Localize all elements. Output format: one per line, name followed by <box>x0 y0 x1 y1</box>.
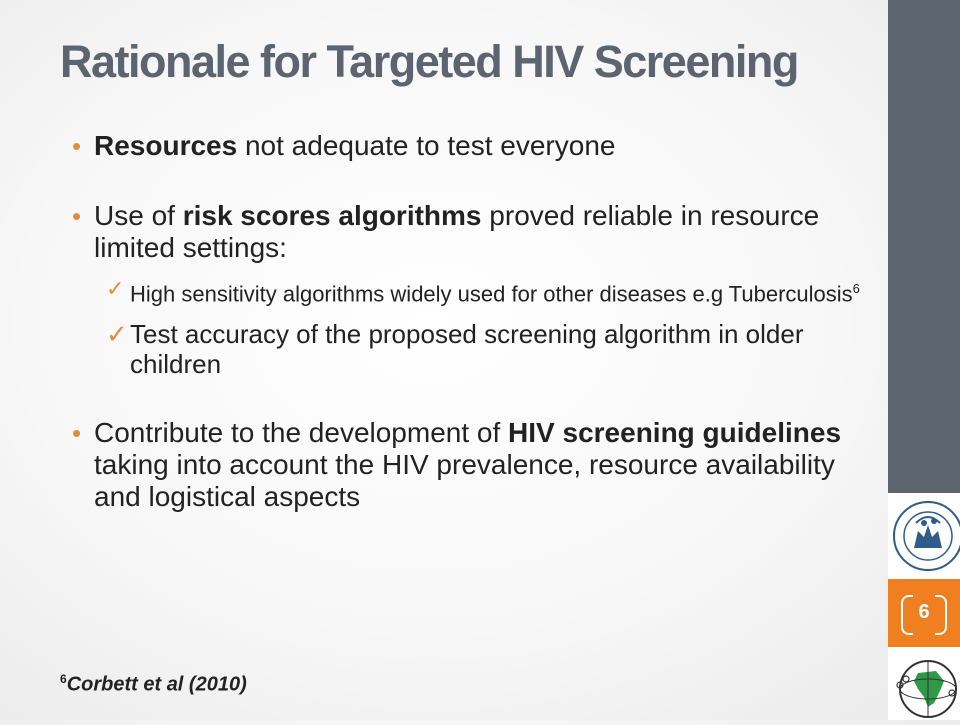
sub-bullet-test-accuracy <box>106 319 862 379</box>
bullet-text: Use of <box>94 200 183 231</box>
footnote-text: Corbett et al (2010) <box>66 673 247 696</box>
bullet-bold-text: HIV screening guidelines <box>508 417 842 449</box>
lshtm-crest-icon <box>888 493 960 579</box>
bullet-bold-text: Resources <box>94 130 238 161</box>
bullet-resources <box>72 130 862 162</box>
bullet-text: taking into account the HIV prevalence, resource availability and logistical aspects <box>94 449 835 513</box>
slide-title: Rationale for Targeted HIV Screening <box>60 36 798 87</box>
checkmark-icon: ✓ <box>106 319 128 350</box>
checkmark-icon: ✓ <box>106 276 125 301</box>
bullet-bold-text: risk scores algorithms <box>182 200 482 231</box>
bullet-list <box>72 130 862 551</box>
sub-bullet-text: Test accuracy of the proposed screening algorithm in older children <box>130 319 804 380</box>
bullet-guidelines <box>72 417 862 513</box>
bullet-risk-scores <box>72 200 862 379</box>
sub-bullet-list <box>106 276 862 379</box>
footnote-superscript: 6 <box>60 672 67 686</box>
bullet-text: Contribute to the development of <box>94 417 509 449</box>
sub-bullet-text: High sensitivity algorithms widely used for other diseases e.g Tuberculosis <box>130 281 853 307</box>
africa-globe-icon <box>888 647 960 720</box>
slide-number: 6 <box>918 601 930 623</box>
bullet-text: proved reliable in resource limited settings: <box>94 200 820 263</box>
citation-superscript: 6 <box>852 281 860 296</box>
sub-bullet-sensitivity <box>106 276 862 307</box>
slide-number-box <box>888 579 960 647</box>
bullet-text: not adequate to test everyone <box>237 130 616 161</box>
footnote <box>60 672 247 697</box>
